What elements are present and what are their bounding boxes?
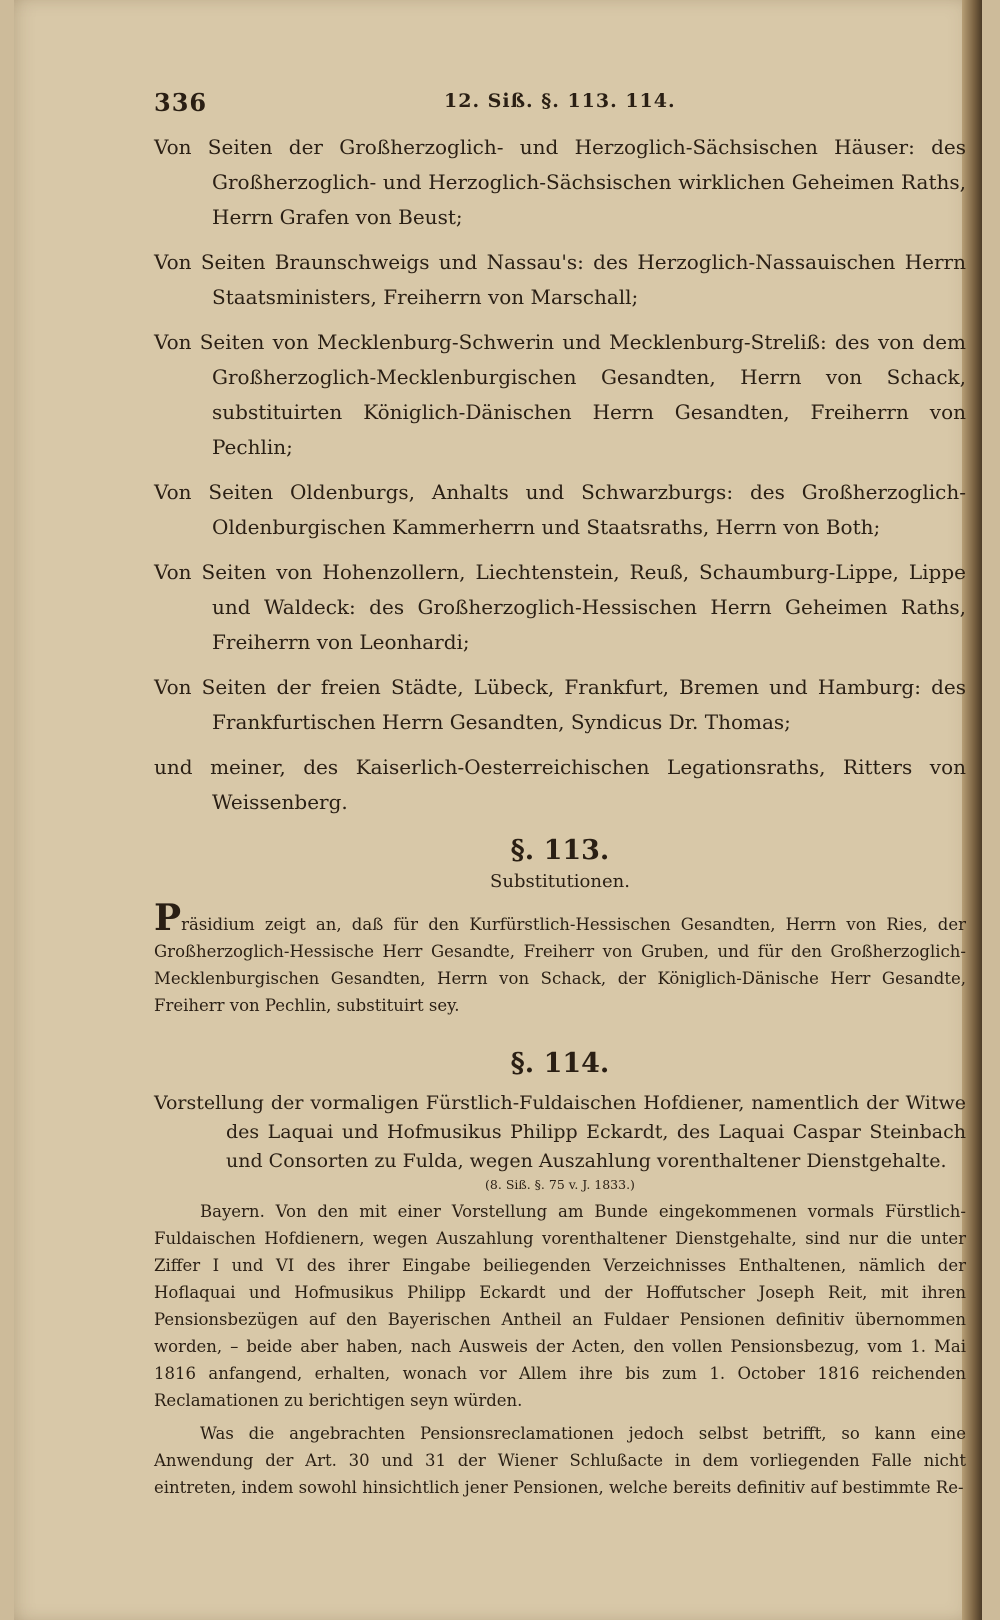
page-header — [154, 88, 974, 122]
list-item: Von Seiten Braunschweigs und Nassau's: des Herzoglich-Nassauischen Herrn Staatsministers, Freiherrn von Marschall; — [154, 250, 966, 309]
section-113-text: räsidium zeigt an, daß für den Kurfürstlich-Hessischen Gesandten, Herrn von Ries, der Großherzoglich-Hessische Herr Gesandte, Freiherr von Gruben, und für den Großherzoglich-Mecklenburgischen Gesandten, Herrn von Schack, der Königlich-Dänische Herr Gesandte, Freiherr von Pechlin, substituirt sey. — [154, 915, 966, 1015]
page-number: 336 — [154, 88, 208, 117]
list-item: Von Seiten der freien Städte, Lübeck, Frankfurt, Bremen und Hamburg: des Frankfurtischen Herrn Gesandten, Syndicus Dr. Thomas; — [154, 675, 966, 734]
section-114-reference: (8. Siß. §. 75 v. J. 1833.) — [485, 1177, 635, 1192]
drop-cap: P — [154, 897, 182, 939]
list-item: Von Seiten der Großherzoglich- und Herzoglich-Sächsischen Häuser: des Großherzoglich- und Herzoglich-Sächsischen wirklichen Geheimen Raths, Herrn Grafen von Beust; — [154, 135, 966, 229]
section-114-heading: Vorstellung der vormaligen Fürstlich-Fuldaischen Hofdiener, namentlich der Witwe des Laquai und Hofmusikus Philipp Eckardt, des Laquai Caspar Steinbach und Consorten zu Fulda, wegen Auszahlung vorenthaltener Dienstgehalte. — [154, 1092, 966, 1172]
book-page — [14, 0, 982, 1620]
list-item: und meiner, des Kaiserlich-Oesterreichischen Legationsraths, Ritters von Weissenberg. — [154, 755, 966, 814]
section-114-paragraph-1: Bayern. Von den mit einer Vorstellung am Bunde eingekommenen vormals Fürstlich-Fuldaischen Hofdienern, wegen Auszahlung vorenthaltener Dienstgehalte, sind nur die unter Ziffer I und VI des ihrer Eingabe beiliegenden Verzeichnisses Enthaltenen, nämlich der Hoflaquai und Hofmusikus Philipp Eckardt und der Hoffutscher Joseph Reit, mit ihren Pensionsbezügen auf den Bayerischen Antheil an Fuldaer Pensionen definitiv übernommen worden, – beide aber haben, nach Ausweis der Acten, den vollen Pensionsbezug, vom 1. Mai 1816 anfangend, erhalten, wonach vor Allem ihre bis zum 1. October 1816 reichenden Reclamationen zu berichtigen seyn würden. — [154, 1202, 966, 1410]
section-114-number: §. 114. — [510, 1048, 610, 1079]
section-113-number: §. 113. — [510, 835, 610, 866]
list-item: Von Seiten Oldenburgs, Anhalts und Schwarzburgs: des Großherzoglich-Oldenburgischen Kammerherrn und Staatsraths, Herrn von Both; — [154, 480, 966, 539]
section-113-title: Substitutionen. — [490, 871, 630, 892]
running-head: 12. Siß. §. 113. 114. — [444, 90, 676, 112]
list-item: Von Seiten von Mecklenburg-Schwerin und Mecklenburg-Streliß: des von dem Großherzoglich-Mecklenburgischen Gesandten, Herrn von Schack, substituirten Königlich-Dänischen Herrn Gesandten, Freiherrn von Pechlin; — [154, 330, 966, 459]
list-item: Von Seiten von Hohenzollern, Liechtenstein, Reuß, Schaumburg-Lippe, Lippe und Waldeck: des Großherzoglich-Hessischen Herrn Geheimen Raths, Freiherrn von Leonhardi; — [154, 560, 966, 654]
section-113-paragraph — [154, 897, 966, 1019]
page-body — [154, 130, 966, 1507]
section-114-paragraph-2: Was die angebrachten Pensionsreclamationen jedoch selbst betrifft, so kann eine Anwendung der Art. 30 und 31 der Wiener Schlußacte in dem vorliegenden Falle nicht eintreten, indem sowohl hinsichtlich jener Pensionen, welche bereits definitiv auf bestimmte Re- — [154, 1424, 966, 1497]
